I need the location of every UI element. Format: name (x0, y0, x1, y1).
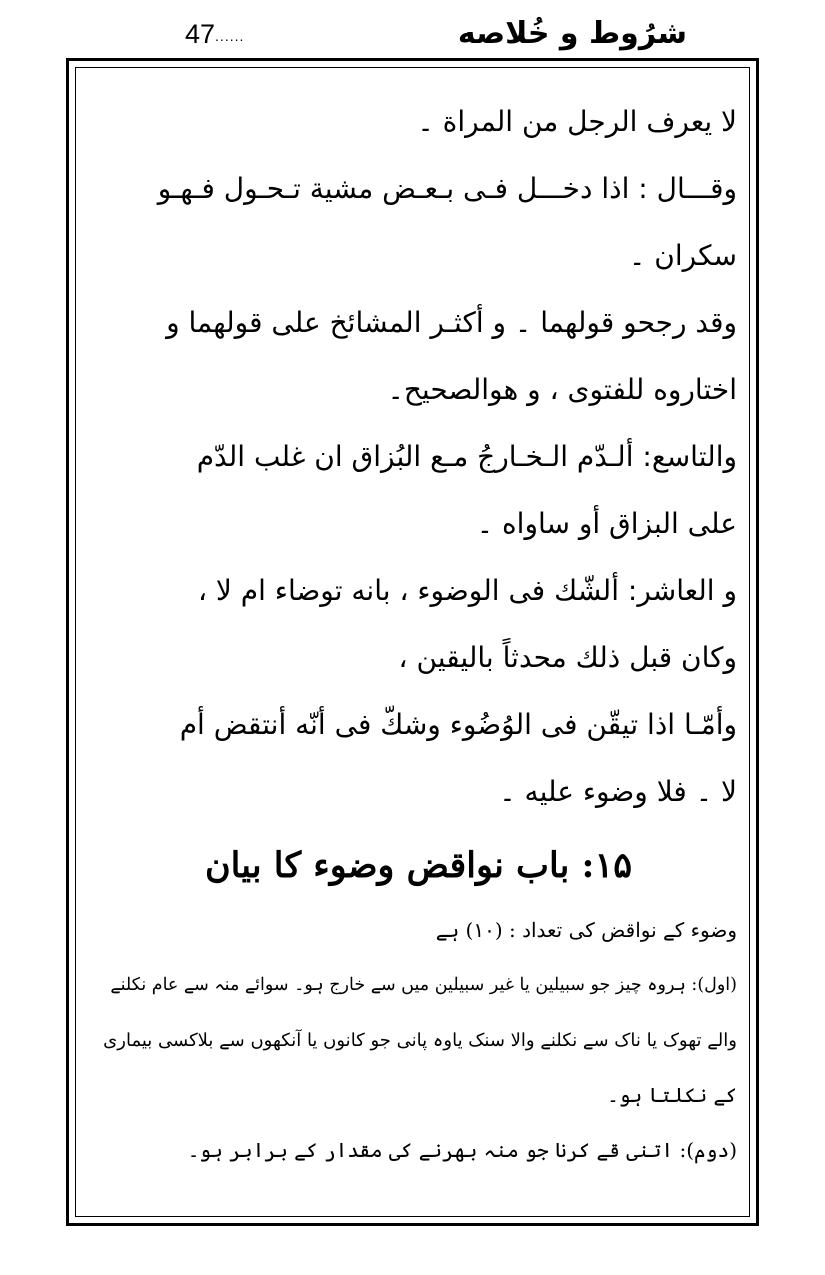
arabic-text-line: لا يعرف الرجل من المراة ۔ (417, 105, 737, 138)
arabic-text-line: و العاشر: ألشّك فی الوضوء ، بانه توضاء ام لا ، (197, 574, 737, 607)
arabic-text-line: وكان قبل ذلك محدثاً باليقين ، (398, 641, 737, 674)
chapter-heading: ١۵: باب نواقض وضوء کا بیان (204, 845, 633, 886)
arabic-text-line: والتاسع: ألـدّم الـخـارجُ مـع البُزاق ان غلب الدّم (196, 440, 737, 473)
urdu-text-line: (دوم): اتنی قے کرنا جو منہ بھرنے کی مقدار کے برابر ہو۔ (187, 1138, 737, 1162)
page-number-dots: ...... (215, 28, 245, 44)
page-body (100, 88, 737, 1178)
urdu-text-line: (اول): ہروہ چیز جو سبیلین یا غیر سبیلین میں سے خارج ہو۔ سوائے منہ سے عام نکلنے (110, 975, 737, 995)
arabic-text-line: وقـــال : اذا دخـــل فـی بـعـض مشية تـحـول فـهـو (157, 172, 737, 205)
arabic-text-line: وقد رجحو قولهما ۔ و أكثـر المشائخ على قولهما و (166, 306, 737, 339)
page-number (185, 18, 244, 52)
page-number-value: 47 (185, 19, 216, 49)
urdu-text-line: والے تھوک یا ناک سے نکلنے والا سنک یاوہ پانی جو کانوں یا آنکھوں سے بلاکسی بیماری (103, 1030, 737, 1051)
page-header (0, 0, 825, 58)
arabic-text-line: اختاروه للفتوی ، و هوالصحيح۔ (387, 373, 737, 406)
arabic-text-line: على البزاق أو ساواه ۔ (476, 507, 737, 540)
book-title: شرُوط و خُلاصه (457, 16, 687, 51)
arabic-text-line: لا ۔ فلا وضوء عليه ۔ (499, 775, 737, 808)
urdu-text-line: وضوء کے نواقض کی تعداد : (١٠) ہے (435, 918, 737, 942)
urdu-text-line: کے نکلتا ہو۔ (607, 1083, 737, 1107)
arabic-text-line: وأمّـا اذا تيقّن فی الوُضُوء وشكّ فی أنّه أنتقض أم (179, 708, 737, 741)
arabic-text-line: سكران ۔ (628, 239, 737, 272)
